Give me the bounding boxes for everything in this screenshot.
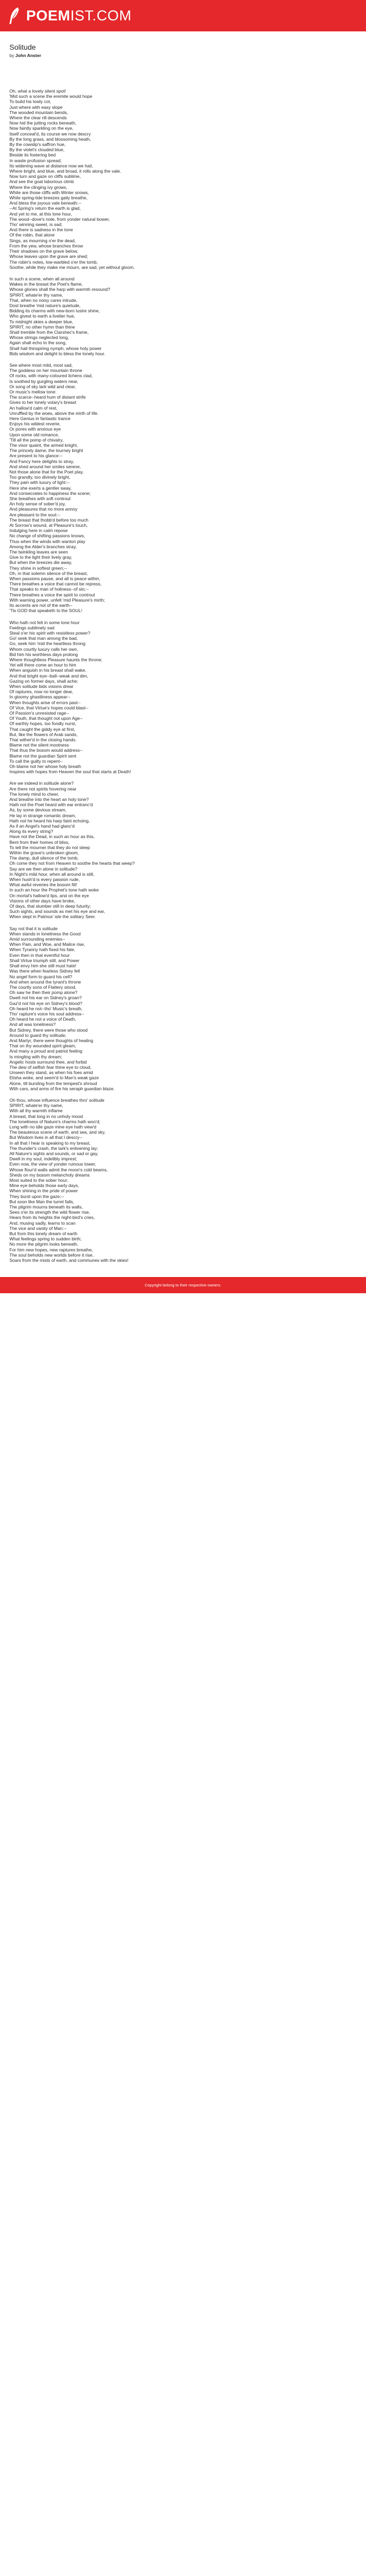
poem-line: Of Passion's unresisted rage-- (9, 710, 70, 716)
poem-line: Oh heard he not a voice of Death, (9, 1016, 76, 1022)
poem-line: Bent from their homes of bliss, (9, 839, 70, 845)
poem-line: The wooded mountain bends, (9, 109, 68, 115)
poem-line: As if an Angel's hand had glanc'd (9, 823, 75, 829)
site-footer (0, 1277, 366, 1293)
poem-line: She breathes with soft controul (9, 496, 71, 502)
poem-line: At Sorrow's wound, at Pleasure's touch, (9, 523, 88, 528)
poem-line: In Night's mild hour, when all around is still, (9, 871, 95, 877)
poem-line: The goddess on her mountain throne (9, 368, 83, 374)
poem-line: Hears from its heights the night-bird's cries, (9, 1215, 95, 1221)
poem-line: Inspires with hopes from Heaven the soul that starts at Death! (9, 769, 131, 775)
poem-line: Elisha woke, and seem'd to Man's weak gaze (9, 1075, 99, 1081)
poem-line: And bless the joyous vale beneath:-- (9, 200, 82, 206)
poem-line: Blame not the silent mootness (9, 742, 69, 748)
poem-line: That, when no noisy cares intrude, (9, 297, 77, 303)
poem-line: That on thy wounded spirit gleam, (9, 1043, 76, 1049)
poem-line: Their shadows on the grave below, (9, 248, 78, 254)
poem-line: No angel form to guard his cell? (9, 974, 73, 979)
poem-line: Shall envy him she still must hate! (9, 963, 77, 969)
poem-line: Are there not spirits hovering near (9, 786, 77, 792)
poem-line: Shall tremble from the Clarshec's frame, (9, 329, 89, 335)
poem-stanza (9, 88, 357, 270)
copyright-text: Copyright belong to their respective owners. (144, 1283, 222, 1288)
poem-line: Of earthly hopes, too fondly nurst, (9, 721, 76, 727)
poem-line: Bid him his worthless days prolong (9, 651, 78, 657)
poem-line: But Wisdom lives in all that I descry-- (9, 1135, 83, 1140)
poem-line: Again shall echo to the song, (9, 340, 67, 346)
poem-line: Dost breathe 'mid nature's quietude, (9, 302, 81, 308)
poem-line: Bidding its charms with new-born lustre shine, (9, 308, 100, 314)
poem-line: To tell the mourner that they do not sleep (9, 844, 90, 850)
poem-line: That speaks to man of holiness--of sin;-- (9, 586, 89, 592)
poem-line: The beauteous scene of earth, and sea, and sky, (9, 1129, 106, 1135)
poem-line: And all was loneliness? (9, 1022, 56, 1027)
poem-line: When passions pause, and all is peace within, (9, 576, 100, 582)
poem-line: But when the breezes die away, (9, 560, 72, 566)
poem-title: Solitude (9, 43, 36, 51)
poem-line: He lay in strange romantic dream, (9, 812, 76, 818)
poem-line: Dwelt not his ear on Sidney's groan? (9, 995, 82, 1001)
poem-line: Are present to his glance:-- (9, 453, 63, 459)
poem-line: Just where with easy slope (9, 104, 63, 110)
poem-line: Amid surrounding enemies-- (9, 936, 65, 942)
poem-byline (9, 53, 357, 58)
poem-line: Say not that it is solitude (9, 925, 58, 931)
poem-line: Of raptures, now no longer dear, (9, 689, 73, 695)
poem-line: Oh blame not her whose holy breath (9, 763, 82, 769)
poem-line: Where thoughtless Pleasure haunts the throne; (9, 657, 102, 662)
poem-line: Of the robin, that alone (9, 232, 55, 238)
poem-line: Itself conceal'd, its course we now descry (9, 131, 91, 137)
poem-line: Go, seek him 'mid the heartless throng (9, 641, 86, 647)
poem-line: 'Mid such a scene the eremite would hope (9, 94, 93, 99)
poem-line: Oh heard he not--tho' Music's breath, (9, 1005, 83, 1011)
poem-line: But, like the flowers of Arab sands, (9, 731, 78, 737)
poem-line: Indulging here in calm repose (9, 528, 68, 534)
quill-logo-icon[interactable] (6, 6, 22, 25)
poem-line: Or song of sky lark wild and clear, (9, 383, 76, 389)
poem-line: Shall hail thinspiring nymph, whose holy power (9, 345, 102, 351)
poem-line: And see the goat laborious climb (9, 179, 74, 185)
poem-line: From the yew, whose branches throw (9, 243, 83, 248)
poem-line: As, by some devious stream, (9, 807, 67, 813)
poem-line: Such sights, and sounds as met his eye and ear, (9, 909, 105, 914)
poem-line: To midnight skies a deeper blue, (9, 319, 73, 324)
poem-line: The dew of selfish fear thine eye to cloud, (9, 1064, 92, 1070)
poem-line: When shining in the pride of power (9, 1188, 78, 1194)
poem-line: And Martyr, there were thoughts of healing (9, 1037, 94, 1043)
poem-line: Feelings sublimely sad (9, 625, 54, 630)
poem-line: Are we indeed in solitude alone? (9, 781, 74, 786)
poem-line: SPIRIT, no other hymn than thine (9, 324, 75, 330)
poem-line: SPIRIT, whate'er thy name, (9, 1103, 63, 1109)
logo-bold-text: POEM (26, 7, 71, 24)
poem-line: Sees o'er its strength the wild flower rise, (9, 1210, 90, 1215)
poem-line: Now hid the jutting rocks beneath, (9, 120, 77, 126)
poem-line: Soothe, while they make me mourn, are sad, yet without gloom. (9, 264, 135, 270)
poem-line: Beside its fostering bed (9, 152, 56, 158)
poem-line: Upon some old romance, (9, 432, 59, 437)
poem-line: Long with no idle gaze mine eye hath view'd (9, 1124, 97, 1129)
poem-line: Who givest to earth a livelier hue, (9, 313, 75, 319)
poem-line: The damp, dull silence of the tomb, (9, 855, 79, 861)
poem-line: In gloomy ghastliness appear-- (9, 694, 71, 700)
poem-line: Where the clear rill descends (9, 115, 67, 121)
poem-line: When slept in Patmos' isle the solitary Seer. (9, 914, 96, 920)
poem-line: Oh, what a lovely silent spot! (9, 88, 66, 94)
poem-line: Along its every string? (9, 829, 53, 834)
poem-line: The visor quaint, the armed knight, (9, 443, 78, 448)
poem-line: Have not the Dead, in such an hour as this, (9, 834, 95, 840)
poem-line: Yet will there come an hour to him (9, 662, 76, 668)
poem-line: But Sidney, there were those who stood (9, 1027, 88, 1033)
poem-line: That caught the giddy eye at first, (9, 726, 75, 732)
poem-line: An hallow'd calm of rest, (9, 405, 58, 411)
poem-line: That thus the bosom would address-- (9, 748, 83, 753)
poem-line: And, musing sadly, learns to scan (9, 1220, 76, 1226)
poem-line: Whose glories shall the harp with warmth resound? (9, 287, 110, 292)
poem-line: In such a scene, when all around (9, 276, 75, 281)
poem-line: By the cowslip's saffron hue, (9, 142, 66, 148)
poem-line: Say are we then alone in solitude? (9, 866, 77, 872)
poem-line: Thus when the winds with wanton play (9, 538, 86, 544)
poem-line: Is soothed by gurgling waters near, (9, 378, 78, 384)
poem-line: When solitude bids visions drear (9, 683, 74, 689)
poem-line: When stands in loneliness the Good (9, 931, 81, 936)
poem-line: The lonely mind to cheer, (9, 791, 59, 797)
poem-line: Enjoys his wildest reverie, (9, 421, 61, 427)
poem-line: Tho' winning sweet, is sad; (9, 222, 63, 228)
poem-line: Sings, as mourning o'er the dead, (9, 238, 76, 243)
poem-line: Hath not he heard his harp faint echoing, (9, 818, 90, 823)
poem-line: Now faintly sparkling on the eye, (9, 126, 74, 131)
poem-line: Within the grave's unbroken gloom, (9, 850, 79, 856)
poem-line: Now turn and gaze on cliffs sublime, (9, 174, 81, 179)
site-header (0, 0, 366, 31)
poem-line: Blame not the guardian Spirit sent (9, 753, 77, 759)
poem-line: Not those alone that for the Poet play, (9, 469, 84, 475)
poem-line: While spring-tide breezes gaily breathe, (9, 195, 88, 201)
poem-line: Gazing on former days, shall ache; (9, 678, 78, 684)
poem-line: On mortal's hallow'd lips, and on the eye (9, 892, 89, 898)
poem-line: See where most mild, most sad, (9, 362, 73, 368)
poem-line: And pleasures that no more annoy (9, 506, 77, 512)
poem-line: All Nature's sights and sounds, or sad or gay, (9, 1151, 99, 1156)
poem-line: Its widening wave at distance now we hail, (9, 163, 93, 168)
poem-line: And yet to me, at this lone hour, (9, 211, 72, 217)
poem-line: Too grandly, too divinely bright, (9, 474, 71, 480)
poem-line: To call the guilty to repent-- (9, 758, 63, 764)
poem-line: No change of shifting passions knows, (9, 533, 85, 539)
poem-line: Are pleasant to the soul:-- (9, 512, 61, 517)
poem-line: Even now, the view of yonder ruinous tower, (9, 1161, 96, 1167)
poem-line: The loneliness of Nature's charms hath woo'd; (9, 1118, 100, 1124)
poem-stanza (9, 363, 357, 614)
poem-line: They burst upon the gaze;-- (9, 1193, 64, 1199)
poem-line: With all thy warmth inflame (9, 1108, 63, 1114)
poem-line: The pilgrim mourns beneath its walls, (9, 1204, 83, 1210)
poem-line: 'Tis GOD that speaketh to the SOUL! (9, 608, 83, 614)
poem-line: Here she exerts a gentler sway, (9, 485, 72, 491)
poem-line: Hath not the Poet heard with ear entranc'd (9, 802, 93, 808)
poem-line: Was there when fearless Sidney fell (9, 968, 80, 974)
poem-line: Here Genius in fantastic trance (9, 415, 71, 421)
poem-line: Gives to her lonely votary's breast (9, 400, 76, 405)
poem-line: And consecrates to happiness the scene; (9, 490, 91, 496)
poem-line: In all that I hear is speaking to my breast, (9, 1140, 90, 1146)
poem-line: Oh thou, whose influence breathes thro' solitude (9, 1097, 105, 1103)
poem-line: And shed around her smiles serene, (9, 464, 81, 469)
poem-line: Tho' rapture's voice his soul address-- (9, 1011, 85, 1016)
poem-line: Visions of other days have broke, (9, 898, 75, 903)
poem-body (9, 88, 357, 1263)
poem-line: What awful reveries the bosom fill! (9, 882, 77, 888)
poem-line: When anguish in his breast shall wake, (9, 668, 86, 673)
poem-line: The princely dame, the tourney bright (9, 448, 83, 454)
poem-line: The wood--dove's note, from yonder natural bower, (9, 216, 110, 222)
poem-line: Of Youth, that thought not upon Age-- (9, 716, 83, 721)
poem-line: Among the Alder's branches stray, (9, 544, 77, 549)
poem-line: Where bright, and blue, and broad, it rolls along the vale. (9, 168, 121, 174)
poem-line: Mine eye beholds those early days, (9, 1183, 79, 1189)
poem-line: They pain with luxury of light:-- (9, 480, 70, 485)
poem-line: Wakes in the breast the Poet's flame, (9, 281, 83, 287)
poem-line: For him new hopes, new raptures breathe, (9, 1247, 93, 1252)
poem-line: Alone, till bursting from the tempest's shroud (9, 1080, 97, 1086)
poem-line: Where the clinging ivy grows, (9, 184, 67, 190)
poem-line: Is mingling with thy dream; (9, 1054, 62, 1059)
poem-line: Whose flour'd walls admit the moon's cold beams, (9, 1167, 108, 1172)
poem-line: A breast, that long in no unholy mood (9, 1113, 83, 1119)
poem-line: White are those cliffs with Winter snows, (9, 189, 89, 195)
poem-line: Around to guard thy solitude; (9, 1032, 66, 1038)
poem-line: The soul beholds new worlds before it rise, (9, 1252, 94, 1258)
poem-line: And many a proud and patriot feeling (9, 1048, 83, 1054)
poem-line: And when around the tyrant's throne (9, 979, 81, 985)
poem-line: The scarce--heard hum of distant strife (9, 394, 86, 400)
poem-line: Give to the light their lively gray, (9, 555, 72, 560)
poem-line: The twinkling leaves are seen (9, 549, 68, 555)
poem-stanza (9, 926, 357, 1091)
poem-line: The robin's notes, low-warbled o'er the tomb, (9, 259, 98, 265)
author-link[interactable]: John Anster (15, 53, 41, 58)
poem-line: In waste profusion spread; (9, 157, 62, 163)
site-logo[interactable] (26, 7, 132, 24)
poem-line: The courtly sons of Flattery stood, (9, 984, 77, 990)
poem-line: There breathes a voice the spirit to controul (9, 592, 95, 597)
poem-line: But soon like Man the turret falls, (9, 1199, 74, 1204)
poem-content (0, 31, 366, 1263)
poem-line: And there is sadness in the tone (9, 227, 73, 233)
poem-line: Unruffled by the woes, above the mirth of life. (9, 410, 99, 416)
poem-line: In such an hour the Prophet's tone hath woke (9, 887, 99, 893)
poem-line: That wither'd in the closing hands. (9, 737, 77, 742)
poem-line: An holy sense of sober'd joy, (9, 501, 66, 507)
poem-line: And Fancy here delights to stray, (9, 458, 74, 464)
poem-line: Go! seek that man among the bad, (9, 636, 78, 641)
poem-line: SPIRIT, whate'er thy name, (9, 292, 63, 298)
poem-line: Oh come they not from Heaven to soothe the hearts that weep? (9, 861, 135, 866)
logo-thin-text: IST.COM (70, 7, 132, 24)
poem-line: Who hath not felt in some lone hour (9, 619, 80, 625)
poem-stanza (9, 620, 357, 775)
poem-line: When Pain, and Woe, and Malice rise, (9, 942, 85, 947)
poem-line: By the violet's clouded blue, (9, 147, 65, 153)
poem-line: Dwell in my soul, indelibly imprest; (9, 1156, 77, 1162)
poem-line: Whom courtly luxury calls her own, (9, 646, 78, 652)
poem-line: Or music's mellow tone: (9, 389, 56, 394)
poem-line: Shall Virtue triumph still, and Power (9, 957, 80, 963)
poem-line: 'Till all the pomp of chivalry, (9, 437, 64, 443)
poem-line: Most suited to the sober hour; (9, 1178, 68, 1183)
poem-line: No more the pilgrim looks beneath, (9, 1241, 78, 1247)
poem-line: Of rocks, with many-coloured lichens clad, (9, 373, 93, 379)
poem-line: By the long grass, and blossoming heath, (9, 136, 91, 142)
poem-line: When thoughts arise of errors past-- (9, 699, 81, 705)
poem-line: Steal o'er his spirit with resistless power? (9, 630, 90, 636)
poem-line: Even then in that eventful hour (9, 952, 70, 958)
poem-line: With cars, and arms of fire his seraph guardian blaze. (9, 1086, 115, 1091)
poem-line: --At Spring's return the earth is glad, (9, 206, 81, 211)
poem-line: Its accents are not of the earth-- (9, 603, 73, 608)
poem-line: Whose strings neglected long, (9, 335, 69, 341)
poem-line: Oh saw he then their pomp alone? (9, 990, 77, 996)
poem-line: Bids wisdom and delight to bless the lonely hour. (9, 351, 106, 356)
poem-line: Unseen they stand, as when his foes amid (9, 1070, 93, 1076)
poem-line: Gaz'd not his eye on Sidney's blood? (9, 1000, 83, 1006)
poem-line: With warning power, unfelt 'mid Pleasure's mirth; (9, 597, 105, 603)
poem-line: They shine in softest green;-- (9, 565, 67, 571)
poem-stanza (9, 276, 357, 356)
poem-line: The vice and vanity of Man:-- (9, 1225, 67, 1231)
poem-line: To build his lowly cot, (9, 99, 51, 105)
poem-line: The breast that thobb'd before too much (9, 517, 88, 523)
byline-prefix: by (9, 53, 14, 58)
poem-line: The thunder's crash, the lark's enlivening lay; (9, 1145, 98, 1151)
poem-line: Of Vice, that Virtue's hopes could blast-- (9, 705, 89, 710)
poem-line: When Tyranny hath fixed his fate, (9, 947, 75, 953)
poem-line: Soars from the mists of earth, and communes with the skies! (9, 1258, 129, 1263)
poem-stanza (9, 781, 357, 919)
poem-line: And that bright eye--ball--weak and dim, (9, 673, 88, 679)
poem-line: Whose leaves upon the grave are shed; (9, 254, 88, 259)
poem-line: Or pores with anxious eye (9, 426, 61, 432)
poem-line: Sheds on my bosom melancholy dreams (9, 1172, 90, 1178)
poem-line: Angelic hosts surround thee, and forbid (9, 1059, 87, 1065)
poem-line: There breathes a voice that cannot be repress, (9, 581, 102, 587)
poem-line: But from this lonely dream of earth (9, 1231, 77, 1237)
poem-line: And breathe into the heart an holy tone? (9, 797, 89, 802)
poem-stanza (9, 1098, 357, 1263)
poem-line: What feelings spring to sudden birth; (9, 1236, 82, 1242)
poem-line: Oh, in that solemn silence of the breast, (9, 570, 88, 576)
poem-line: Of days, that slumber still in deep futurity; (9, 903, 91, 909)
poem-line: When hush'd is every passion rude, (9, 877, 80, 883)
